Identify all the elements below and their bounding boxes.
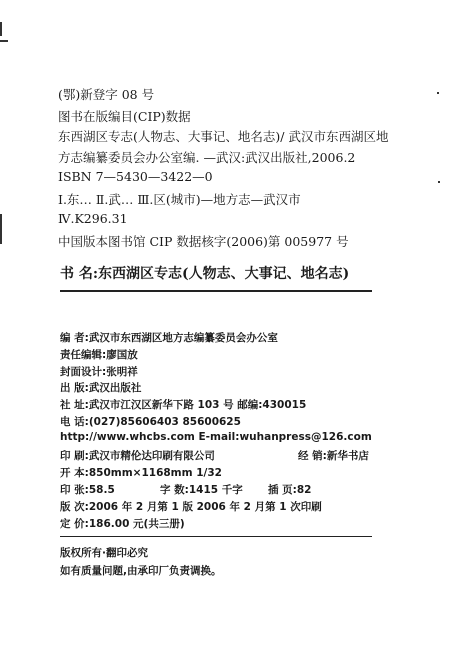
format-line: 开 本:850mm×1168mm 1/32 bbox=[60, 467, 222, 479]
cip-heading: 图书在版编目(CIP)数据 bbox=[58, 109, 191, 124]
cip-line-6: 中国版本图书馆 CIP 数据核字(2006)第 005977 号 bbox=[58, 234, 349, 249]
quality-notice-line: 如有质量问题,由承印厂负责调换。 bbox=[60, 565, 222, 577]
cip-isbn: ISBN 7—5430—3422—0 bbox=[58, 169, 213, 184]
address-line: 社 址:武汉市江汉区新华下路 103 号 邮编:430015 bbox=[60, 399, 307, 411]
register-line: (鄂)新登字 08 号 bbox=[58, 87, 155, 102]
responsible-editor-line: 责任编辑:廖国放 bbox=[60, 349, 138, 361]
rights-line: 版权所有·翻印必究 bbox=[60, 547, 148, 559]
cip-line-4: Ⅰ.东… Ⅱ.武… Ⅲ.区(城市)—地方志—武汉市 bbox=[58, 192, 301, 207]
cip-line-2: 方志编纂委员会办公室编. —武汉:武汉出版社,2006.2 bbox=[58, 150, 356, 165]
cover-design-line: 封面设计:张明祥 bbox=[60, 366, 138, 378]
scan-mark-tick bbox=[0, 40, 8, 42]
scan-mark-right-2 bbox=[438, 181, 440, 183]
cip-line-5: Ⅳ.K296.31 bbox=[58, 211, 128, 226]
scan-mark-mid bbox=[0, 214, 2, 244]
title-rule bbox=[60, 290, 372, 292]
word-count-line: 字 数:1415 千字 bbox=[160, 484, 243, 496]
website-line: http://www.whcbs.com E-mail:wuhanpress@126.com bbox=[60, 431, 372, 443]
sheets-line: 印 张:58.5 bbox=[60, 484, 115, 496]
edition-line: 版 次:2006 年 2 月第 1 版 2006 年 2 月第 1 次印刷 bbox=[60, 501, 322, 513]
publisher-line: 出 版:武汉出版社 bbox=[60, 382, 142, 394]
cip-line-1: 东西湖区专志(人物志、大事记、地名志)/ 武汉市东西湖区地 bbox=[58, 129, 389, 144]
printer-line: 印 刷:武汉市精伦达印刷有限公司 bbox=[60, 450, 215, 462]
inserts-line: 插 页:82 bbox=[268, 484, 312, 496]
scan-mark-top bbox=[0, 22, 2, 36]
footer-rule bbox=[60, 536, 372, 537]
phone-line: 电 话:(027)85606403 85600625 bbox=[60, 416, 241, 428]
distributor-line: 经 销:新华书店 bbox=[298, 450, 369, 462]
scan-mark-right bbox=[437, 92, 439, 94]
editor-line: 编 者:武汉市东西湖区地方志编纂委员会办公室 bbox=[60, 332, 278, 344]
book-title-line: 书 名:东西湖区专志(人物志、大事记、地名志) bbox=[60, 266, 350, 282]
price-line: 定 价:186.00 元(共三册) bbox=[60, 518, 185, 530]
